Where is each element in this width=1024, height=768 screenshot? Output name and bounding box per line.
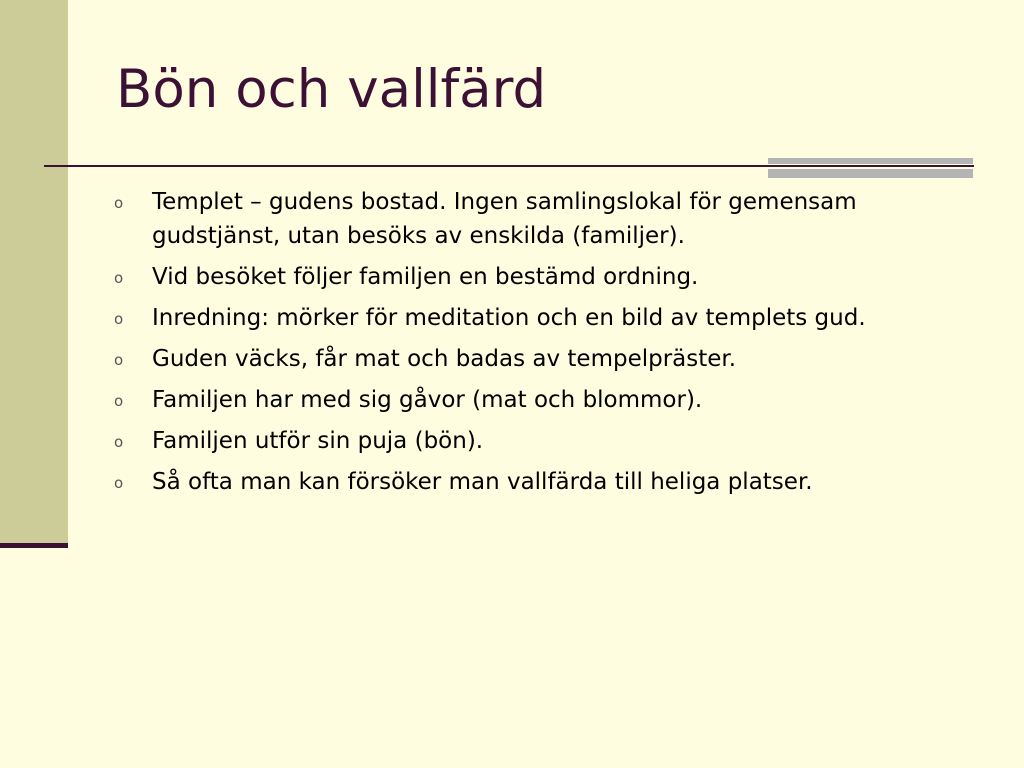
- bullet-marker-icon: o: [114, 474, 124, 492]
- bullet-item: [114, 342, 964, 376]
- bullet-marker-icon: o: [114, 310, 124, 328]
- bullet-text: Familjen utför sin puja (bön).: [152, 428, 484, 454]
- left-band-accent-line: [0, 543, 68, 548]
- bullet-text: Vid besöket följer familjen en bestämd ordning.: [152, 264, 699, 290]
- bullet-marker-icon: o: [114, 392, 124, 410]
- bullet-marker-icon: o: [114, 269, 124, 287]
- bullet-item: [114, 383, 964, 417]
- bullet-text: Guden väcks, får mat och badas av tempelpräster.: [152, 346, 737, 372]
- left-decorative-band: [0, 0, 68, 545]
- bullet-list: [114, 185, 964, 506]
- bullet-item: [114, 185, 964, 253]
- bullet-item: [114, 301, 964, 335]
- title-accent-bars: [768, 158, 973, 179]
- bullet-text: Templet – gudens bostad. Ingen samlingslokal för gemensam gudstjänst, utan besöks av enskilda (familjer).: [152, 189, 857, 249]
- bullet-text: Familjen har med sig gåvor (mat och blommor).: [152, 387, 703, 413]
- bullet-text: Inredning: mörker för meditation och en bild av templets gud.: [152, 305, 866, 331]
- bullet-marker-icon: o: [114, 351, 124, 369]
- accent-bar-top: [768, 158, 973, 164]
- slide-title: Bön och vallfärd: [116, 59, 547, 120]
- bullet-item: [114, 424, 964, 458]
- bullet-text: Så ofta man kan försöker man vallfärda till heliga platser.: [152, 469, 813, 495]
- bullet-item: [114, 260, 964, 294]
- bullet-marker-icon: o: [114, 433, 124, 451]
- bullet-marker-icon: o: [114, 194, 124, 212]
- accent-bar-bottom: [768, 169, 973, 178]
- bullet-item: [114, 465, 964, 499]
